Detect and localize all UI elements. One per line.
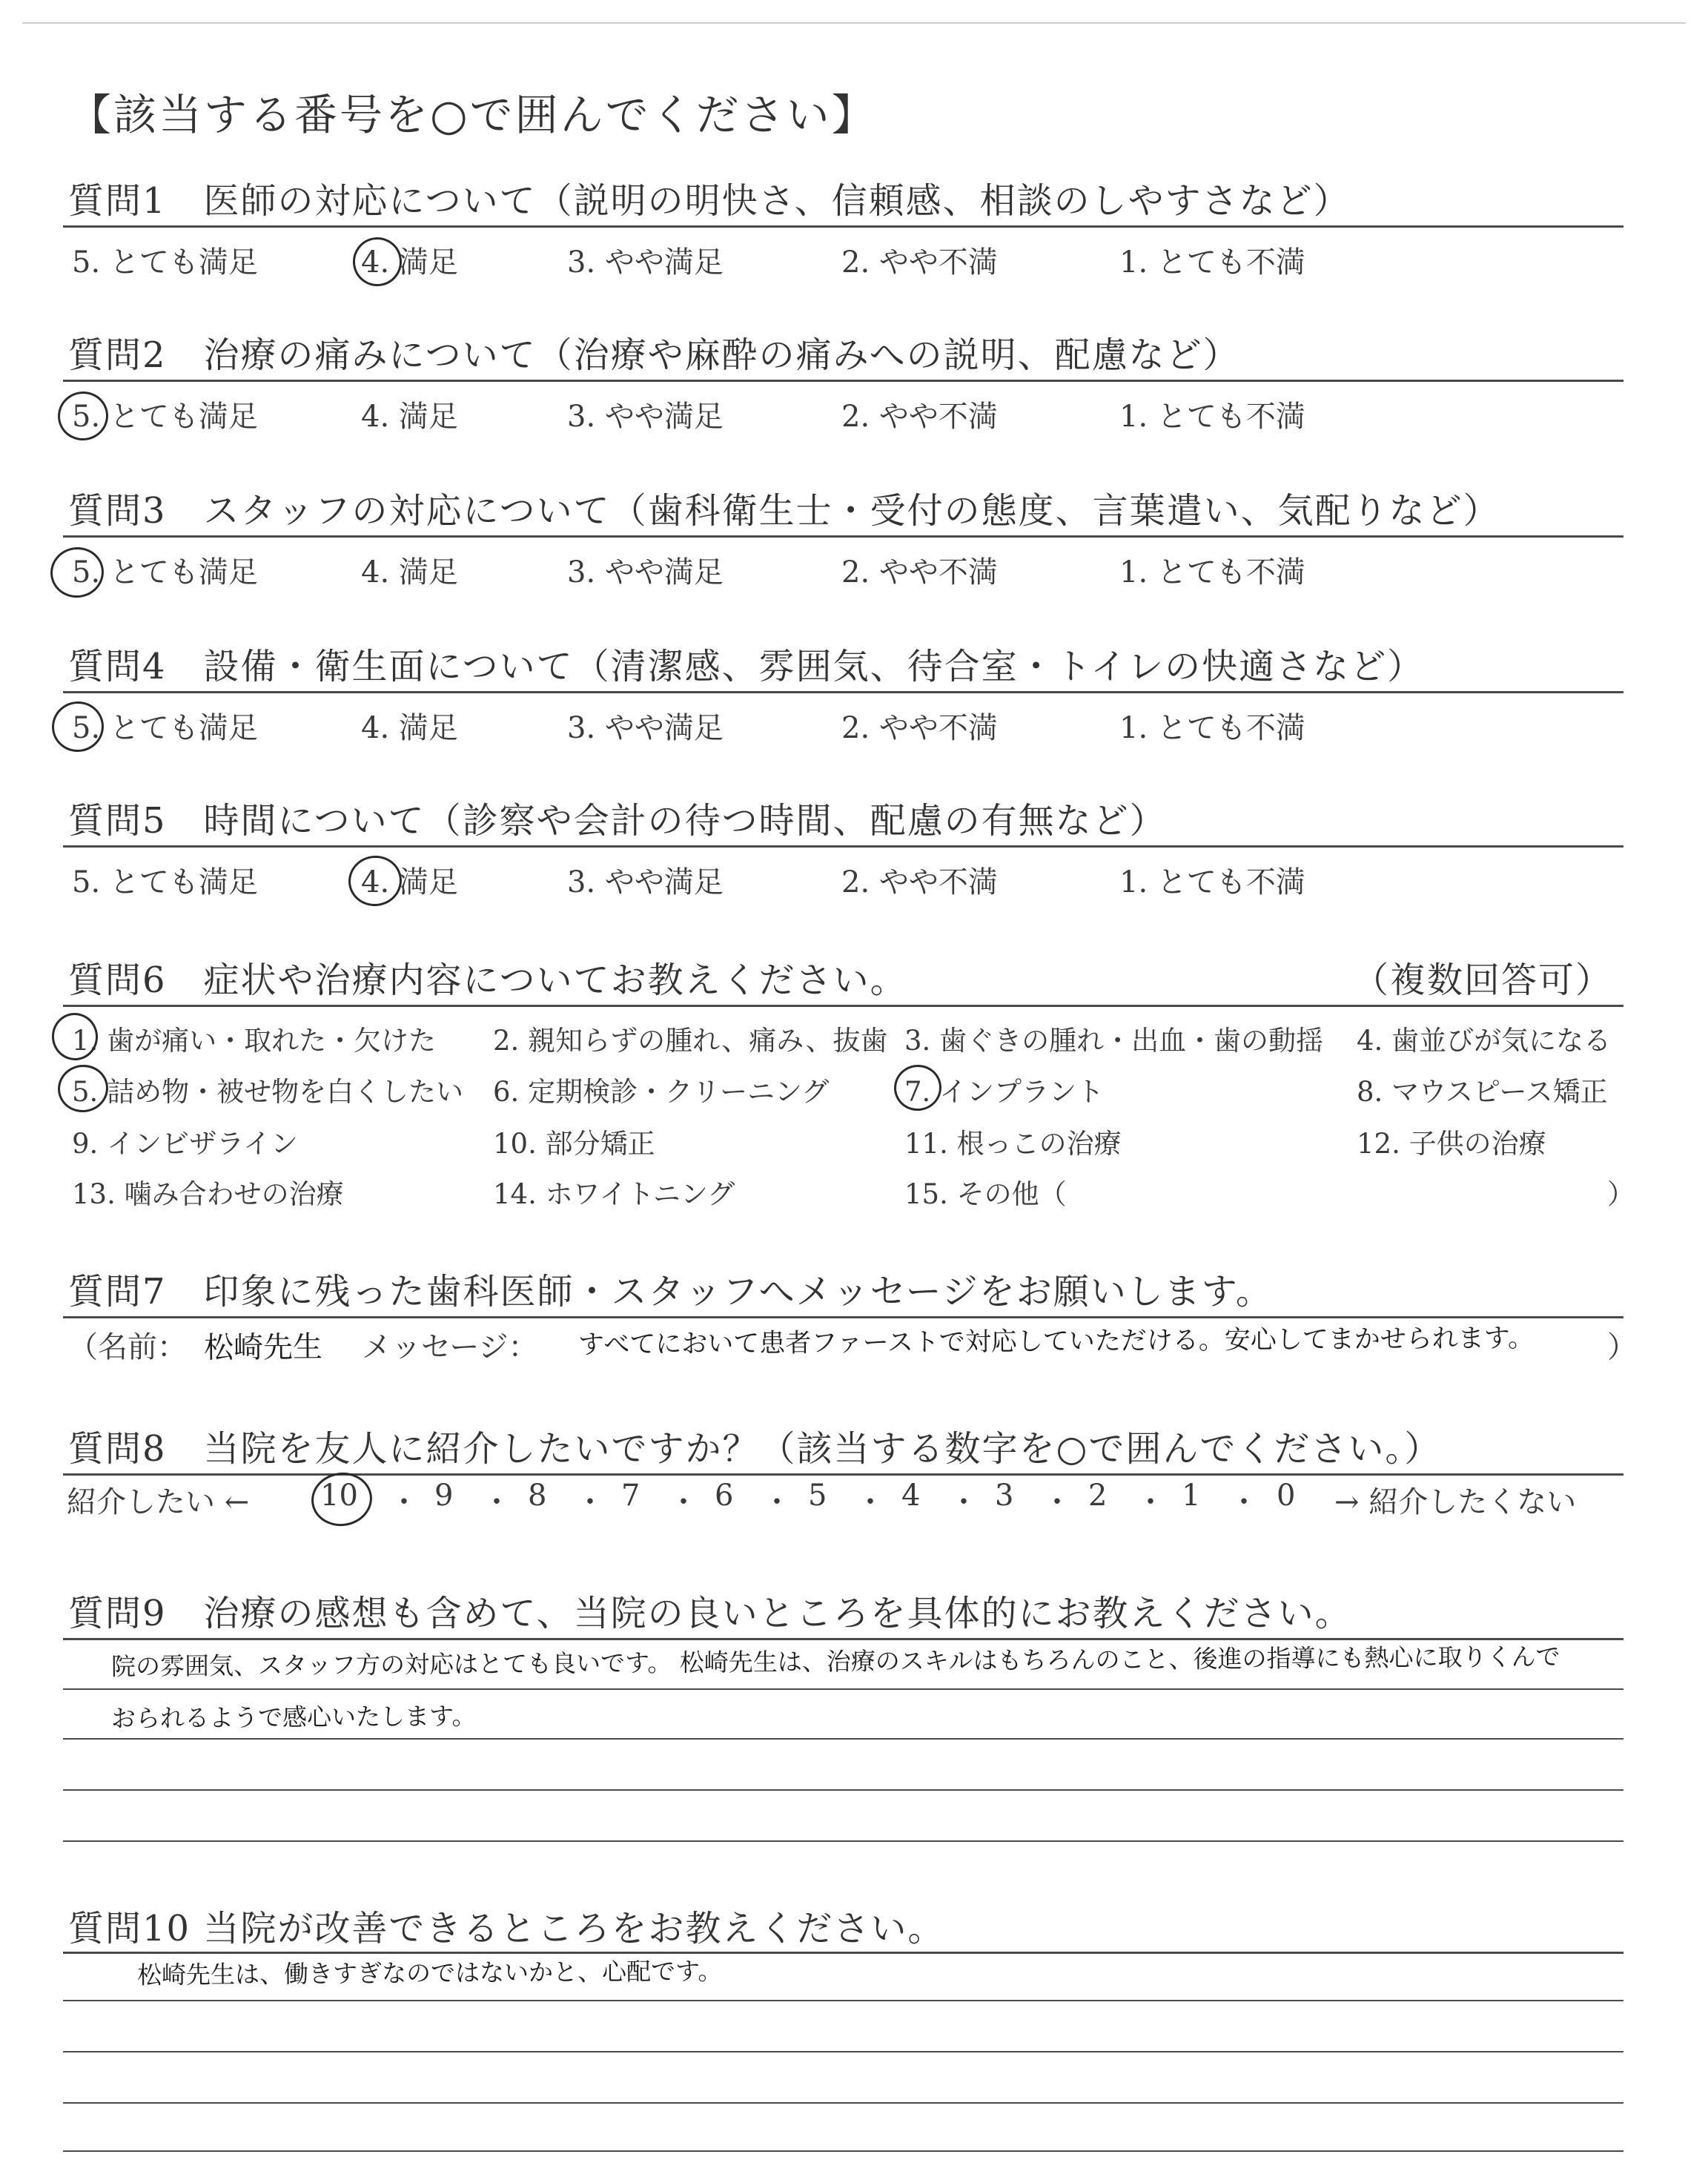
- question-9-title: 質問9 治療の感想も含めて、当院の良いところを具体的にお教えください。: [68, 1593, 1352, 1634]
- q4-option-5[interactable]: 5. とても満足: [72, 711, 258, 745]
- q8-sep: ・: [669, 1485, 698, 1519]
- question-5-rule: [63, 845, 1623, 848]
- q6-item-9[interactable]: 9. インビザライン: [72, 1128, 298, 1160]
- q6-item-4[interactable]: 4. 歯並びが気になる: [1357, 1025, 1612, 1057]
- q8-value-8[interactable]: 8: [528, 1479, 547, 1513]
- q8-value-6[interactable]: 6: [715, 1479, 734, 1513]
- page-top-edge: [22, 22, 1686, 24]
- question-7-title: 質問7 印象に残った歯科医師・スタッフへメッセージをお願いします。: [68, 1271, 1273, 1312]
- q8-value-9[interactable]: 9: [434, 1479, 454, 1513]
- question-5-title: 質問5 時間について（診察や会計の待つ時間、配慮の有無など）: [68, 800, 1167, 842]
- question-8-rule: [63, 1473, 1623, 1476]
- q9-writing-line: [63, 1789, 1623, 1791]
- q6-item-6[interactable]: 6. 定期検診・クリーニング: [493, 1076, 830, 1108]
- q6-item-11[interactable]: 11. 根っこの治療: [904, 1128, 1122, 1160]
- question-6-note: （複数回答可）: [1353, 960, 1613, 1001]
- q7-message-value[interactable]: すべてにおいて患者ファーストで対応していただける。安心してまかせられます。: [577, 1324, 1535, 1360]
- q4-option-1[interactable]: 1. とても不満: [1119, 711, 1305, 745]
- q9-writing-line: [63, 1840, 1623, 1842]
- q6-item-13[interactable]: 13. 噛み合わせの治療: [72, 1178, 344, 1210]
- q8-value-3[interactable]: 3: [995, 1479, 1014, 1513]
- question-6-title: 質問6 症状や治療内容についてお教えください。: [68, 960, 907, 1001]
- q8-value-0[interactable]: 0: [1277, 1479, 1296, 1513]
- q3-option-5[interactable]: 5. とても満足: [72, 555, 258, 589]
- question-2-rule: [63, 380, 1623, 382]
- q1-option-3[interactable]: 3. やや満足: [567, 245, 724, 280]
- q2-option-4[interactable]: 4. 満足: [361, 400, 458, 434]
- q1-option-2[interactable]: 2. やや不満: [841, 245, 998, 280]
- q1-option-4[interactable]: 4. 満足: [361, 245, 458, 280]
- question-4-rule: [63, 691, 1623, 693]
- q2-option-5[interactable]: 5. とても満足: [72, 400, 258, 434]
- q5-option-4[interactable]: 4. 満足: [361, 865, 458, 899]
- q2-option-1[interactable]: 1. とても不満: [1119, 400, 1305, 434]
- q8-sep: ・: [1136, 1485, 1165, 1519]
- q8-value-7[interactable]: 7: [621, 1479, 640, 1513]
- q6-item-10[interactable]: 10. 部分矯正: [493, 1128, 655, 1160]
- q10-writing-line: [63, 2150, 1623, 2152]
- q3-option-1[interactable]: 1. とても不満: [1119, 555, 1305, 589]
- q8-sep: ・: [482, 1485, 512, 1519]
- question-10-title: 質問10 当院が改善できるところをお教えください。: [68, 1908, 945, 1949]
- q7-close-paren: ）: [1607, 1330, 1637, 1364]
- q9-answer-line-1[interactable]: 院の雰囲気、スタッフ方の対応はとても良いです。 松崎先生は、治療のスキルはもちろんのこと、後進の指導にも熱心に取りくんで: [110, 1642, 1560, 1681]
- q3-option-4[interactable]: 4. 満足: [361, 555, 458, 589]
- q7-message-label: メッセージ：: [362, 1330, 538, 1364]
- q8-sep: ・: [949, 1485, 979, 1519]
- q8-value-1[interactable]: 1: [1182, 1479, 1201, 1513]
- q10-writing-line: [63, 2102, 1623, 2104]
- q4-option-2[interactable]: 2. やや不満: [841, 711, 998, 745]
- q3-option-3[interactable]: 3. やや満足: [567, 555, 724, 589]
- question-8-title: 質問8 当院を友人に紹介したいですか？（該当する数字を○で囲んでください。）: [68, 1428, 1442, 1470]
- question-10-rule: [63, 1952, 1623, 1954]
- q5-option-3[interactable]: 3. やや満足: [567, 865, 724, 899]
- q8-value-5[interactable]: 5: [808, 1479, 827, 1513]
- q4-option-3[interactable]: 3. やや満足: [567, 711, 724, 745]
- q7-name-label: （名前：: [68, 1330, 187, 1364]
- question-4-title: 質問4 設備・衛生面について（清潔感、雰囲気、待合室・トイレの快適さなど）: [68, 646, 1425, 687]
- q7-name-value[interactable]: 松崎先生: [203, 1330, 323, 1365]
- q8-value-10[interactable]: 10: [320, 1479, 358, 1513]
- question-1-rule: [63, 225, 1623, 228]
- q9-writing-line: [63, 1738, 1623, 1740]
- q6-item-2[interactable]: 2. 親知らずの腫れ、痛み、抜歯: [493, 1025, 888, 1057]
- q8-sep: ・: [762, 1485, 792, 1519]
- q1-option-5[interactable]: 5. とても満足: [72, 245, 258, 280]
- q8-sep: ・: [1042, 1485, 1072, 1519]
- q10-writing-line: [63, 2000, 1623, 2001]
- q8-value-4[interactable]: 4: [901, 1479, 921, 1513]
- q5-option-1[interactable]: 1. とても不満: [1119, 865, 1305, 899]
- q8-sep: ・: [855, 1485, 885, 1519]
- question-1-title: 質問1 医師の対応について（説明の明快さ、信頼感、相談のしやすさなど）: [68, 180, 1351, 222]
- q8-sep: ・: [1229, 1485, 1259, 1519]
- q8-selected-circle: [308, 1469, 375, 1530]
- question-2-title: 質問2 治療の痛みについて（治療や麻酔の痛みへの説明、配慮など）: [68, 334, 1240, 376]
- q6-item-1[interactable]: 1. 歯が痛い・取れた・欠けた: [72, 1025, 437, 1057]
- question-3-rule: [63, 535, 1623, 538]
- q6-item-14[interactable]: 14. ホワイトニング: [493, 1178, 735, 1210]
- q3-option-2[interactable]: 2. やや不満: [841, 555, 998, 589]
- question-6-rule: [63, 1005, 1623, 1007]
- q2-option-2[interactable]: 2. やや不満: [841, 400, 998, 434]
- q4-option-4[interactable]: 4. 満足: [361, 711, 458, 745]
- question-3-title: 質問3 スタッフの対応について（歯科衛生士・受付の態度、言葉遣い、気配りなど）: [68, 490, 1500, 532]
- q8-sep: ・: [389, 1485, 419, 1519]
- q8-value-2[interactable]: 2: [1088, 1479, 1108, 1513]
- q10-writing-line: [63, 2051, 1623, 2052]
- q8-sep: ・: [575, 1485, 605, 1519]
- q8-left-label: 紹介したい ←: [67, 1485, 250, 1519]
- q5-option-5[interactable]: 5. とても満足: [72, 865, 258, 899]
- instruction-heading: 【該当する番号を○で囲んでください】: [68, 90, 877, 140]
- q1-option-1[interactable]: 1. とても不満: [1119, 245, 1305, 280]
- q6-item-12[interactable]: 12. 子供の治療: [1357, 1128, 1546, 1160]
- q6-item-7[interactable]: 7. インプラント: [904, 1076, 1105, 1108]
- q8-right-label: → 紹介したくない: [1334, 1485, 1577, 1519]
- q6-item-8[interactable]: 8. マウスピース矯正: [1357, 1076, 1608, 1108]
- q6-other-close-paren: ）: [1607, 1178, 1635, 1210]
- q10-answer-line-1[interactable]: 松崎先生は、働きすぎなのではないかと、心配です。: [136, 1956, 723, 1989]
- q6-item-15[interactable]: 15. その他（: [904, 1178, 1067, 1210]
- q9-answer-line-2[interactable]: おられるようで感心いたします。: [110, 1701, 477, 1733]
- q6-item-5[interactable]: 5. 詰め物・被せ物を白くしたい: [72, 1076, 464, 1108]
- q6-item-3[interactable]: 3. 歯ぐきの腫れ・出血・歯の動揺: [904, 1025, 1324, 1057]
- q9-writing-line: [63, 1688, 1623, 1690]
- q5-option-2[interactable]: 2. やや不満: [841, 865, 998, 899]
- q2-option-3[interactable]: 3. やや満足: [567, 400, 724, 434]
